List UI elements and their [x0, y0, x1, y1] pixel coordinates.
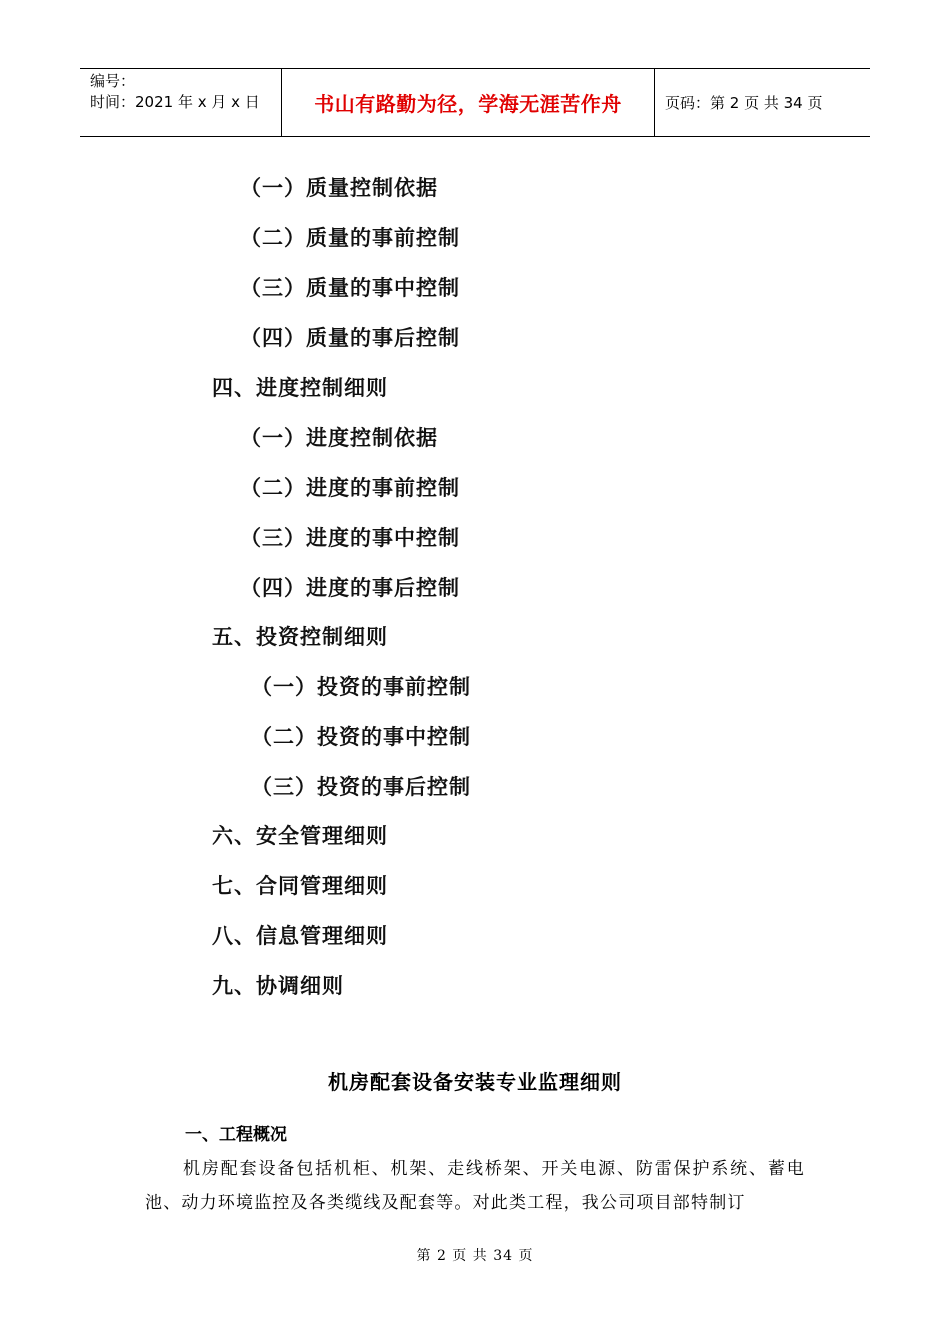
toc-item: （二）质量的事前控制 [240, 226, 460, 250]
toc-item: 八、信息管理细则 [212, 924, 388, 948]
page-info: 页码：第 2 页 共 34 页 [665, 94, 823, 112]
motto-text: 书山有路勤为径，学海无涯苦作舟 [314, 92, 622, 116]
page-header [80, 68, 870, 137]
toc-item: （三）进度的事中控制 [240, 526, 460, 550]
header-motto-cell [282, 69, 655, 136]
toc-item: 九、协调细则 [212, 974, 344, 998]
header-meta-cell [80, 69, 282, 136]
toc-item: （四）质量的事后控制 [240, 326, 460, 350]
toc-item: （一）质量控制依据 [240, 176, 438, 200]
body-paragraph: 机房配套设备包括机柜、机架、走线桥架、开关电源、防雷保护系统、蓄电池、动力环境监控及各类缆线及配套等。对此类工程，我公司项目部特制订 [145, 1159, 805, 1213]
toc-item: 五、投资控制细则 [212, 625, 388, 649]
header-page-cell [655, 69, 870, 136]
toc-item: （二）进度的事前控制 [240, 476, 460, 500]
date-label: 时间：2021 年 x 月 x 日 [90, 93, 260, 111]
page-footer: 第 2 页 共 34 页 [416, 1248, 534, 1264]
number-label: 编号： [90, 72, 136, 90]
document-title: 机房配套设备安装专业监理细则 [328, 1070, 622, 1094]
toc-item: 六、安全管理细则 [212, 824, 388, 848]
toc-item: （一）进度控制依据 [240, 426, 438, 450]
toc-item: 七、合同管理细则 [212, 874, 388, 898]
toc-item: （一）投资的事前控制 [251, 675, 471, 699]
toc-item: （二）投资的事中控制 [251, 725, 471, 749]
section-heading: 一、工程概况 [185, 1125, 287, 1145]
toc-item: （三）质量的事中控制 [240, 276, 460, 300]
toc-item: （四）进度的事后控制 [240, 576, 460, 600]
toc-item: （三）投资的事后控制 [251, 775, 471, 799]
toc-item: 四、进度控制细则 [212, 376, 388, 400]
